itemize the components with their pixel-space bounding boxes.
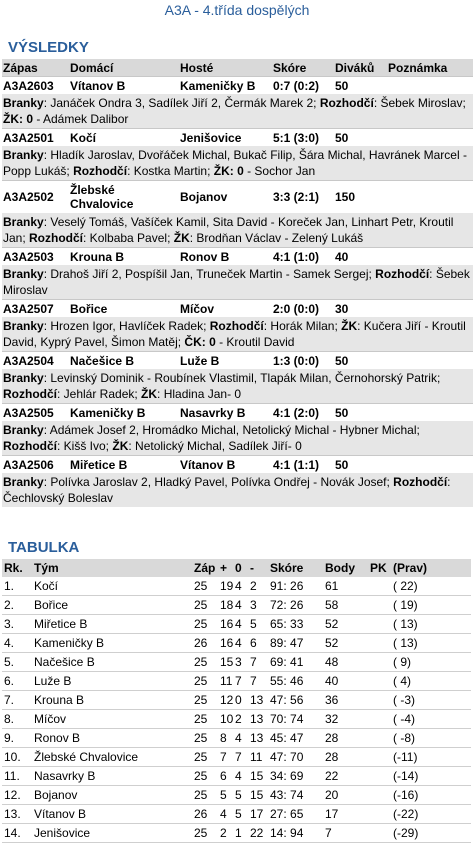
- standings-pk: [368, 748, 391, 767]
- col-header-goals: Skóre: [268, 559, 323, 577]
- standings-truth-table: ( -4): [391, 710, 471, 729]
- home-team: Vítanov B: [69, 77, 179, 95]
- detail-text: : Kučera Jiří - Kroutil David, Kyprý Pavel, Šimon Matěj;: [3, 319, 466, 349]
- standings-truth-table: ( 19): [391, 596, 471, 615]
- standings-losses: 6: [248, 634, 268, 653]
- standings-draws: 7: [233, 748, 248, 767]
- home-team: Miřetice B: [69, 456, 179, 474]
- standings-goals: 45: 47: [268, 729, 323, 748]
- standings-wins: 2: [218, 824, 233, 843]
- standings-goals: 55: 46: [268, 672, 323, 691]
- match-details-row: [2, 473, 473, 507]
- standings-pk: [368, 710, 391, 729]
- standings-pk: [368, 596, 391, 615]
- match-note: [387, 129, 473, 147]
- away-team: Vítanov B: [179, 456, 272, 474]
- detail-label: Branky: [3, 475, 44, 489]
- standings-played: 25: [192, 748, 218, 767]
- standings-goals: 14: 94: [268, 824, 323, 843]
- match-row: [2, 181, 473, 214]
- detail-label: ČK: 0: [184, 335, 216, 349]
- match-id: A3A2503: [2, 248, 69, 266]
- match-id: A3A2501: [2, 129, 69, 147]
- standings-played: 25: [192, 767, 218, 786]
- standings-rank: 1.: [2, 577, 32, 596]
- match-details-row: [2, 421, 473, 456]
- results-body: [2, 77, 473, 508]
- detail-text: : Kolbaba Pavel;: [83, 231, 174, 245]
- match-id: A3A2603: [2, 77, 69, 95]
- match-note: [387, 404, 473, 422]
- match-details: [2, 369, 473, 404]
- standings-goals: 70: 74: [268, 710, 323, 729]
- detail-text: : Hladík Jaroslav, Dvořáček Michal, Bukač Filip, Šára Michal, Havránek Marcel - Popp Lukáš;: [3, 148, 467, 178]
- away-team: Nasavrky B: [179, 404, 272, 422]
- col-header-wins: +: [218, 559, 233, 577]
- col-header-note: Poznámka: [387, 59, 473, 77]
- standings-truth-table: ( 9): [391, 653, 471, 672]
- match-row: [2, 77, 473, 95]
- standings-team: Míčov: [32, 710, 192, 729]
- standings-played: 25: [192, 653, 218, 672]
- standings-pk: [368, 634, 391, 653]
- standings-points: 52: [323, 634, 368, 653]
- detail-text: : Drahoš Jiří 2, Pospíšil Jan, Truneček Martin - Samek Sergej;: [43, 267, 376, 281]
- standings-points: 40: [323, 672, 368, 691]
- standings-wins: 16: [218, 615, 233, 634]
- col-header-pk: PK: [368, 559, 391, 577]
- match-id: A3A2507: [2, 300, 69, 318]
- col-header-truth: (Prav): [391, 559, 471, 577]
- standings-losses: 13: [248, 729, 268, 748]
- standings-points: 52: [323, 615, 368, 634]
- standings-truth-table: ( -8): [391, 729, 471, 748]
- match-details: [2, 421, 473, 456]
- standings-row: [2, 577, 471, 596]
- detail-text: : Šebek Miroslav: [3, 267, 470, 297]
- detail-text: : Šebek Miroslav;: [373, 96, 466, 110]
- standings-rank: 13.: [2, 805, 32, 824]
- standings-team: Jenišovice: [32, 824, 192, 843]
- standings-pk: [368, 691, 391, 710]
- match-note: [387, 352, 473, 370]
- standings-rank: 7.: [2, 691, 32, 710]
- standings-pk: [368, 653, 391, 672]
- detail-text: : Hladina Jan- 0: [157, 387, 242, 401]
- detail-label: ŽK: [112, 439, 129, 453]
- standings-losses: 17: [248, 805, 268, 824]
- standings-losses: 2: [248, 577, 268, 596]
- detail-label: Rozhodčí: [29, 231, 84, 245]
- standings-truth-table: ( 13): [391, 615, 471, 634]
- standings-points: 7: [323, 824, 368, 843]
- detail-label: Rozhodčí: [209, 319, 264, 333]
- standings-team: Vítanov B: [32, 805, 192, 824]
- standings-losses: 7: [248, 653, 268, 672]
- standings-truth-table: (-22): [391, 805, 471, 824]
- standings-pk: [368, 615, 391, 634]
- standings-pk: [368, 767, 391, 786]
- match-row: [2, 300, 473, 318]
- home-team: Krouna B: [69, 248, 179, 266]
- standings-pk: [368, 786, 391, 805]
- standings-rank: 3.: [2, 615, 32, 634]
- standings-row: [2, 824, 471, 843]
- detail-label: Branky: [3, 319, 44, 333]
- col-header-team: Tým: [32, 559, 192, 577]
- standings-points: 61: [323, 577, 368, 596]
- standings-wins: 7: [218, 748, 233, 767]
- standings-rank: 12.: [2, 786, 32, 805]
- standings-played: 25: [192, 577, 218, 596]
- detail-label: Branky: [3, 267, 44, 281]
- detail-text: : Janáček Ondra 3, Sadílek Jiří 2, Čermák Marek 2;: [43, 96, 320, 110]
- standings-losses: 5: [248, 615, 268, 634]
- standings-rank: 2.: [2, 596, 32, 615]
- standings-draws: 3: [233, 653, 248, 672]
- standings-goals: 91: 26: [268, 577, 323, 596]
- spectators: 50: [334, 352, 387, 370]
- standings-played: 25: [192, 729, 218, 748]
- standings-team: Kočí: [32, 577, 192, 596]
- spectators: 40: [334, 248, 387, 266]
- match-note: [387, 456, 473, 474]
- detail-label: ŽK: 0: [213, 164, 244, 178]
- away-team: Jenišovice: [179, 129, 272, 147]
- spectators: 30: [334, 300, 387, 318]
- match-details: [2, 146, 473, 181]
- match-details-row: [2, 317, 473, 352]
- detail-label: Rozhodčí: [375, 267, 430, 281]
- standings-team: Luže B: [32, 672, 192, 691]
- match-details-row: [2, 265, 473, 300]
- match-details-row: [2, 146, 473, 181]
- col-header-draws: 0: [233, 559, 248, 577]
- match-id: A3A2504: [2, 352, 69, 370]
- detail-label: Branky: [3, 423, 44, 437]
- detail-text: : Čechlovský Boleslav: [3, 475, 451, 505]
- standings-rank: 8.: [2, 710, 32, 729]
- away-team: Ronov B: [179, 248, 272, 266]
- match-row: [2, 129, 473, 147]
- col-header-home: Domácí: [69, 59, 179, 77]
- standings-wins: 4: [218, 805, 233, 824]
- standings-points: 48: [323, 653, 368, 672]
- standings-team: Bořice: [32, 596, 192, 615]
- standings-played: 25: [192, 615, 218, 634]
- standings-truth-table: (-14): [391, 767, 471, 786]
- home-team: Žlebské Chvalovice: [69, 181, 179, 214]
- spectators: 50: [334, 129, 387, 147]
- match-score: 4:1 (1:1): [272, 456, 334, 474]
- standings-goals: 47: 70: [268, 748, 323, 767]
- standings-wins: 5: [218, 786, 233, 805]
- standings-draws: 4: [233, 729, 248, 748]
- standings-draws: 7: [233, 672, 248, 691]
- detail-label: Branky: [3, 215, 44, 229]
- match-row: [2, 404, 473, 422]
- standings-team: Načešice B: [32, 653, 192, 672]
- detail-text: : Adámek Josef 2, Hromádko Michal, Netolický Michal - Hybner Michal;: [43, 423, 420, 437]
- spectators: 50: [334, 456, 387, 474]
- detail-label: ŽK: [341, 319, 358, 333]
- standings-table: [2, 559, 471, 843]
- standings-goals: 43: 74: [268, 786, 323, 805]
- standings-team: Bojanov: [32, 786, 192, 805]
- standings-row: [2, 748, 471, 767]
- standings-played: 25: [192, 710, 218, 729]
- home-team: Kočí: [69, 129, 179, 147]
- detail-text: : Kostka Martin;: [127, 164, 214, 178]
- match-note: [387, 181, 473, 214]
- match-note: [387, 300, 473, 318]
- detail-text: : Horák Milan;: [263, 319, 342, 333]
- standings-truth-table: ( 13): [391, 634, 471, 653]
- standings-rank: 11.: [2, 767, 32, 786]
- standings-team: Krouna B: [32, 691, 192, 710]
- standings-truth-table: (-11): [391, 748, 471, 767]
- standings-played: 25: [192, 691, 218, 710]
- spectators: 50: [334, 404, 387, 422]
- detail-label: Rozhodčí: [393, 475, 448, 489]
- standings-wins: 18: [218, 596, 233, 615]
- results-header-row: [2, 59, 473, 77]
- match-details: [2, 213, 473, 248]
- standings-row: [2, 615, 471, 634]
- detail-text: : Polívka Jaroslav 2, Hladký Pavel, Polívka Ondřej - Novák Josef;: [43, 475, 394, 489]
- standings-row: [2, 691, 471, 710]
- standings-played: 25: [192, 824, 218, 843]
- home-team: Bořice: [69, 300, 179, 318]
- standings-row: [2, 672, 471, 691]
- standings-points: 32: [323, 710, 368, 729]
- standings-draws: 4: [233, 596, 248, 615]
- detail-label: Branky: [3, 371, 44, 385]
- standings-wins: 11: [218, 672, 233, 691]
- col-header-match: Zápas: [2, 59, 69, 77]
- match-details: [2, 94, 473, 129]
- match-note: [387, 248, 473, 266]
- match-score: 4:1 (1:0): [272, 248, 334, 266]
- standings-rank: 5.: [2, 653, 32, 672]
- col-header-points: Body: [323, 559, 368, 577]
- standings-row: [2, 805, 471, 824]
- standings-rank: 14.: [2, 824, 32, 843]
- standings-goals: 47: 56: [268, 691, 323, 710]
- page-title: A3A - 4.třída dospělých: [164, 2, 310, 18]
- away-team: Kameničky B: [179, 77, 272, 95]
- col-header-score: Skóre: [272, 59, 334, 77]
- match-score: 0:7 (0:2): [272, 77, 334, 95]
- standings-team: Kameničky B: [32, 634, 192, 653]
- away-team: Míčov: [179, 300, 272, 318]
- standings-goals: 72: 26: [268, 596, 323, 615]
- standings-draws: 0: [233, 691, 248, 710]
- standings-goals: 69: 41: [268, 653, 323, 672]
- home-team: Kameničky B: [69, 404, 179, 422]
- standings-team: Ronov B: [32, 729, 192, 748]
- match-id: A3A2502: [2, 181, 69, 214]
- standings-played: 26: [192, 805, 218, 824]
- standings-goals: 89: 47: [268, 634, 323, 653]
- standings-points: 28: [323, 748, 368, 767]
- standings-draws: 5: [233, 786, 248, 805]
- match-note: [387, 77, 473, 95]
- standings-wins: 19: [218, 577, 233, 596]
- standings-wins: 10: [218, 710, 233, 729]
- standings-points: 58: [323, 596, 368, 615]
- match-row: [2, 352, 473, 370]
- match-details-row: [2, 94, 473, 129]
- standings-pk: [368, 824, 391, 843]
- standings-row: [2, 786, 471, 805]
- away-team: Luže B: [179, 352, 272, 370]
- match-id: A3A2506: [2, 456, 69, 474]
- detail-text: - Sochor Jan: [243, 164, 316, 178]
- standings-row: [2, 729, 471, 748]
- match-score: 4:1 (2:0): [272, 404, 334, 422]
- home-team: Načešice B: [69, 352, 179, 370]
- standings-truth-table: ( 22): [391, 577, 471, 596]
- standings-row: [2, 634, 471, 653]
- standings-row: [2, 653, 471, 672]
- standings-pk: [368, 729, 391, 748]
- standings-losses: 15: [248, 786, 268, 805]
- detail-label: Rozhodčí: [3, 439, 57, 453]
- match-score: 3:3 (2:1): [272, 181, 334, 214]
- standings-draws: 4: [233, 577, 248, 596]
- detail-text: : Levinský Dominik - Roubínek Vlastimil, Tlapák Milan, Černohorský Patrik;: [43, 371, 441, 385]
- standings-row: [2, 710, 471, 729]
- standings-row: [2, 767, 471, 786]
- detail-text: : Kišš Ivo;: [57, 439, 113, 453]
- detail-text: : Brodňan Václav - Zelený Lukáš: [189, 231, 364, 245]
- standings-draws: 4: [233, 615, 248, 634]
- match-row: [2, 248, 473, 266]
- standings-points: 17: [323, 805, 368, 824]
- standings-wins: 12: [218, 691, 233, 710]
- standings-losses: 13: [248, 691, 268, 710]
- standings-losses: 13: [248, 710, 268, 729]
- results-table: [2, 59, 473, 507]
- standings-rank: 9.: [2, 729, 32, 748]
- match-id: A3A2505: [2, 404, 69, 422]
- match-details: [2, 473, 473, 507]
- detail-text: : Jehlár Radek;: [57, 387, 142, 401]
- standings-rank: 6.: [2, 672, 32, 691]
- match-details-row: [2, 213, 473, 248]
- detail-label: ŽK: [173, 231, 190, 245]
- standings-losses: 3: [248, 596, 268, 615]
- standings-goals: 27: 65: [268, 805, 323, 824]
- standings-losses: 22: [248, 824, 268, 843]
- standings-played: 25: [192, 672, 218, 691]
- standings-pk: [368, 577, 391, 596]
- detail-label: Branky: [3, 96, 44, 110]
- standings-wins: 8: [218, 729, 233, 748]
- match-details-row: [2, 369, 473, 404]
- standings-rank: 4.: [2, 634, 32, 653]
- standings-rank: 10.: [2, 748, 32, 767]
- standings-truth-table: (-29): [391, 824, 471, 843]
- detail-text: - Kroutil David: [215, 335, 295, 349]
- col-header-spectators: Diváků: [334, 59, 387, 77]
- match-row: [2, 456, 473, 474]
- detail-text: - Adámek Dalibor: [33, 112, 129, 126]
- col-header-played: Záp: [192, 559, 218, 577]
- standings-played: 26: [192, 634, 218, 653]
- standings-points: 28: [323, 729, 368, 748]
- standings-played: 25: [192, 596, 218, 615]
- standings-draws: 2: [233, 710, 248, 729]
- standings-title: TABULKA: [8, 539, 80, 556]
- standings-truth-table: (-16): [391, 786, 471, 805]
- standings-goals: 34: 69: [268, 767, 323, 786]
- standings-row: [2, 596, 471, 615]
- standings-goals: 65: 33: [268, 615, 323, 634]
- detail-label: Rozhodčí: [3, 387, 57, 401]
- standings-draws: 4: [233, 634, 248, 653]
- detail-label: ŽK: [141, 387, 158, 401]
- col-header-losses: -: [248, 559, 268, 577]
- detail-text: : Veselý Tomáš, Vašíček Kamil, Sita David - Koreček Jan, Linhart Petr, Kroutil Jan;: [3, 215, 454, 245]
- detail-text: : Hrozen Igor, Havlíček Radek;: [43, 319, 210, 333]
- standings-points: 36: [323, 691, 368, 710]
- match-score: 2:0 (0:0): [272, 300, 334, 318]
- standings-draws: 4: [233, 767, 248, 786]
- standings-played: 25: [192, 786, 218, 805]
- col-header-away: Hosté: [179, 59, 272, 77]
- standings-wins: 15: [218, 653, 233, 672]
- standings-losses: 15: [248, 767, 268, 786]
- match-details: [2, 317, 473, 352]
- detail-label: Rozhodčí: [73, 164, 128, 178]
- standings-points: 20: [323, 786, 368, 805]
- detail-label: ŽK: 0: [3, 112, 33, 126]
- match-score: 5:1 (3:0): [272, 129, 334, 147]
- standings-wins: 16: [218, 634, 233, 653]
- match-details: [2, 265, 473, 300]
- standings-wins: 6: [218, 767, 233, 786]
- standings-pk: [368, 805, 391, 824]
- results-title: VÝSLEDKY: [8, 39, 89, 56]
- standings-team: Miřetice B: [32, 615, 192, 634]
- standings-truth-table: ( 4): [391, 672, 471, 691]
- match-score: 1:3 (0:0): [272, 352, 334, 370]
- detail-text: : Netolický Michal, Sadílek Jiří- 0: [128, 439, 302, 453]
- spectators: 150: [334, 181, 387, 214]
- detail-label: Rozhodčí: [319, 96, 374, 110]
- standings-draws: 1: [233, 824, 248, 843]
- standings-team: Žlebské Chvalovice: [32, 748, 192, 767]
- standings-header-row: [2, 559, 471, 577]
- standings-truth-table: ( -3): [391, 691, 471, 710]
- spectators: 50: [334, 77, 387, 95]
- standings-losses: 11: [248, 748, 268, 767]
- away-team: Bojanov: [179, 181, 272, 214]
- standings-losses: 7: [248, 672, 268, 691]
- standings-draws: 5: [233, 805, 248, 824]
- col-header-rank: Rk.: [2, 559, 32, 577]
- standings-pk: [368, 672, 391, 691]
- standings-points: 22: [323, 767, 368, 786]
- standings-body: [2, 577, 471, 843]
- standings-team: Nasavrky B: [32, 767, 192, 786]
- detail-label: Branky: [3, 148, 44, 162]
